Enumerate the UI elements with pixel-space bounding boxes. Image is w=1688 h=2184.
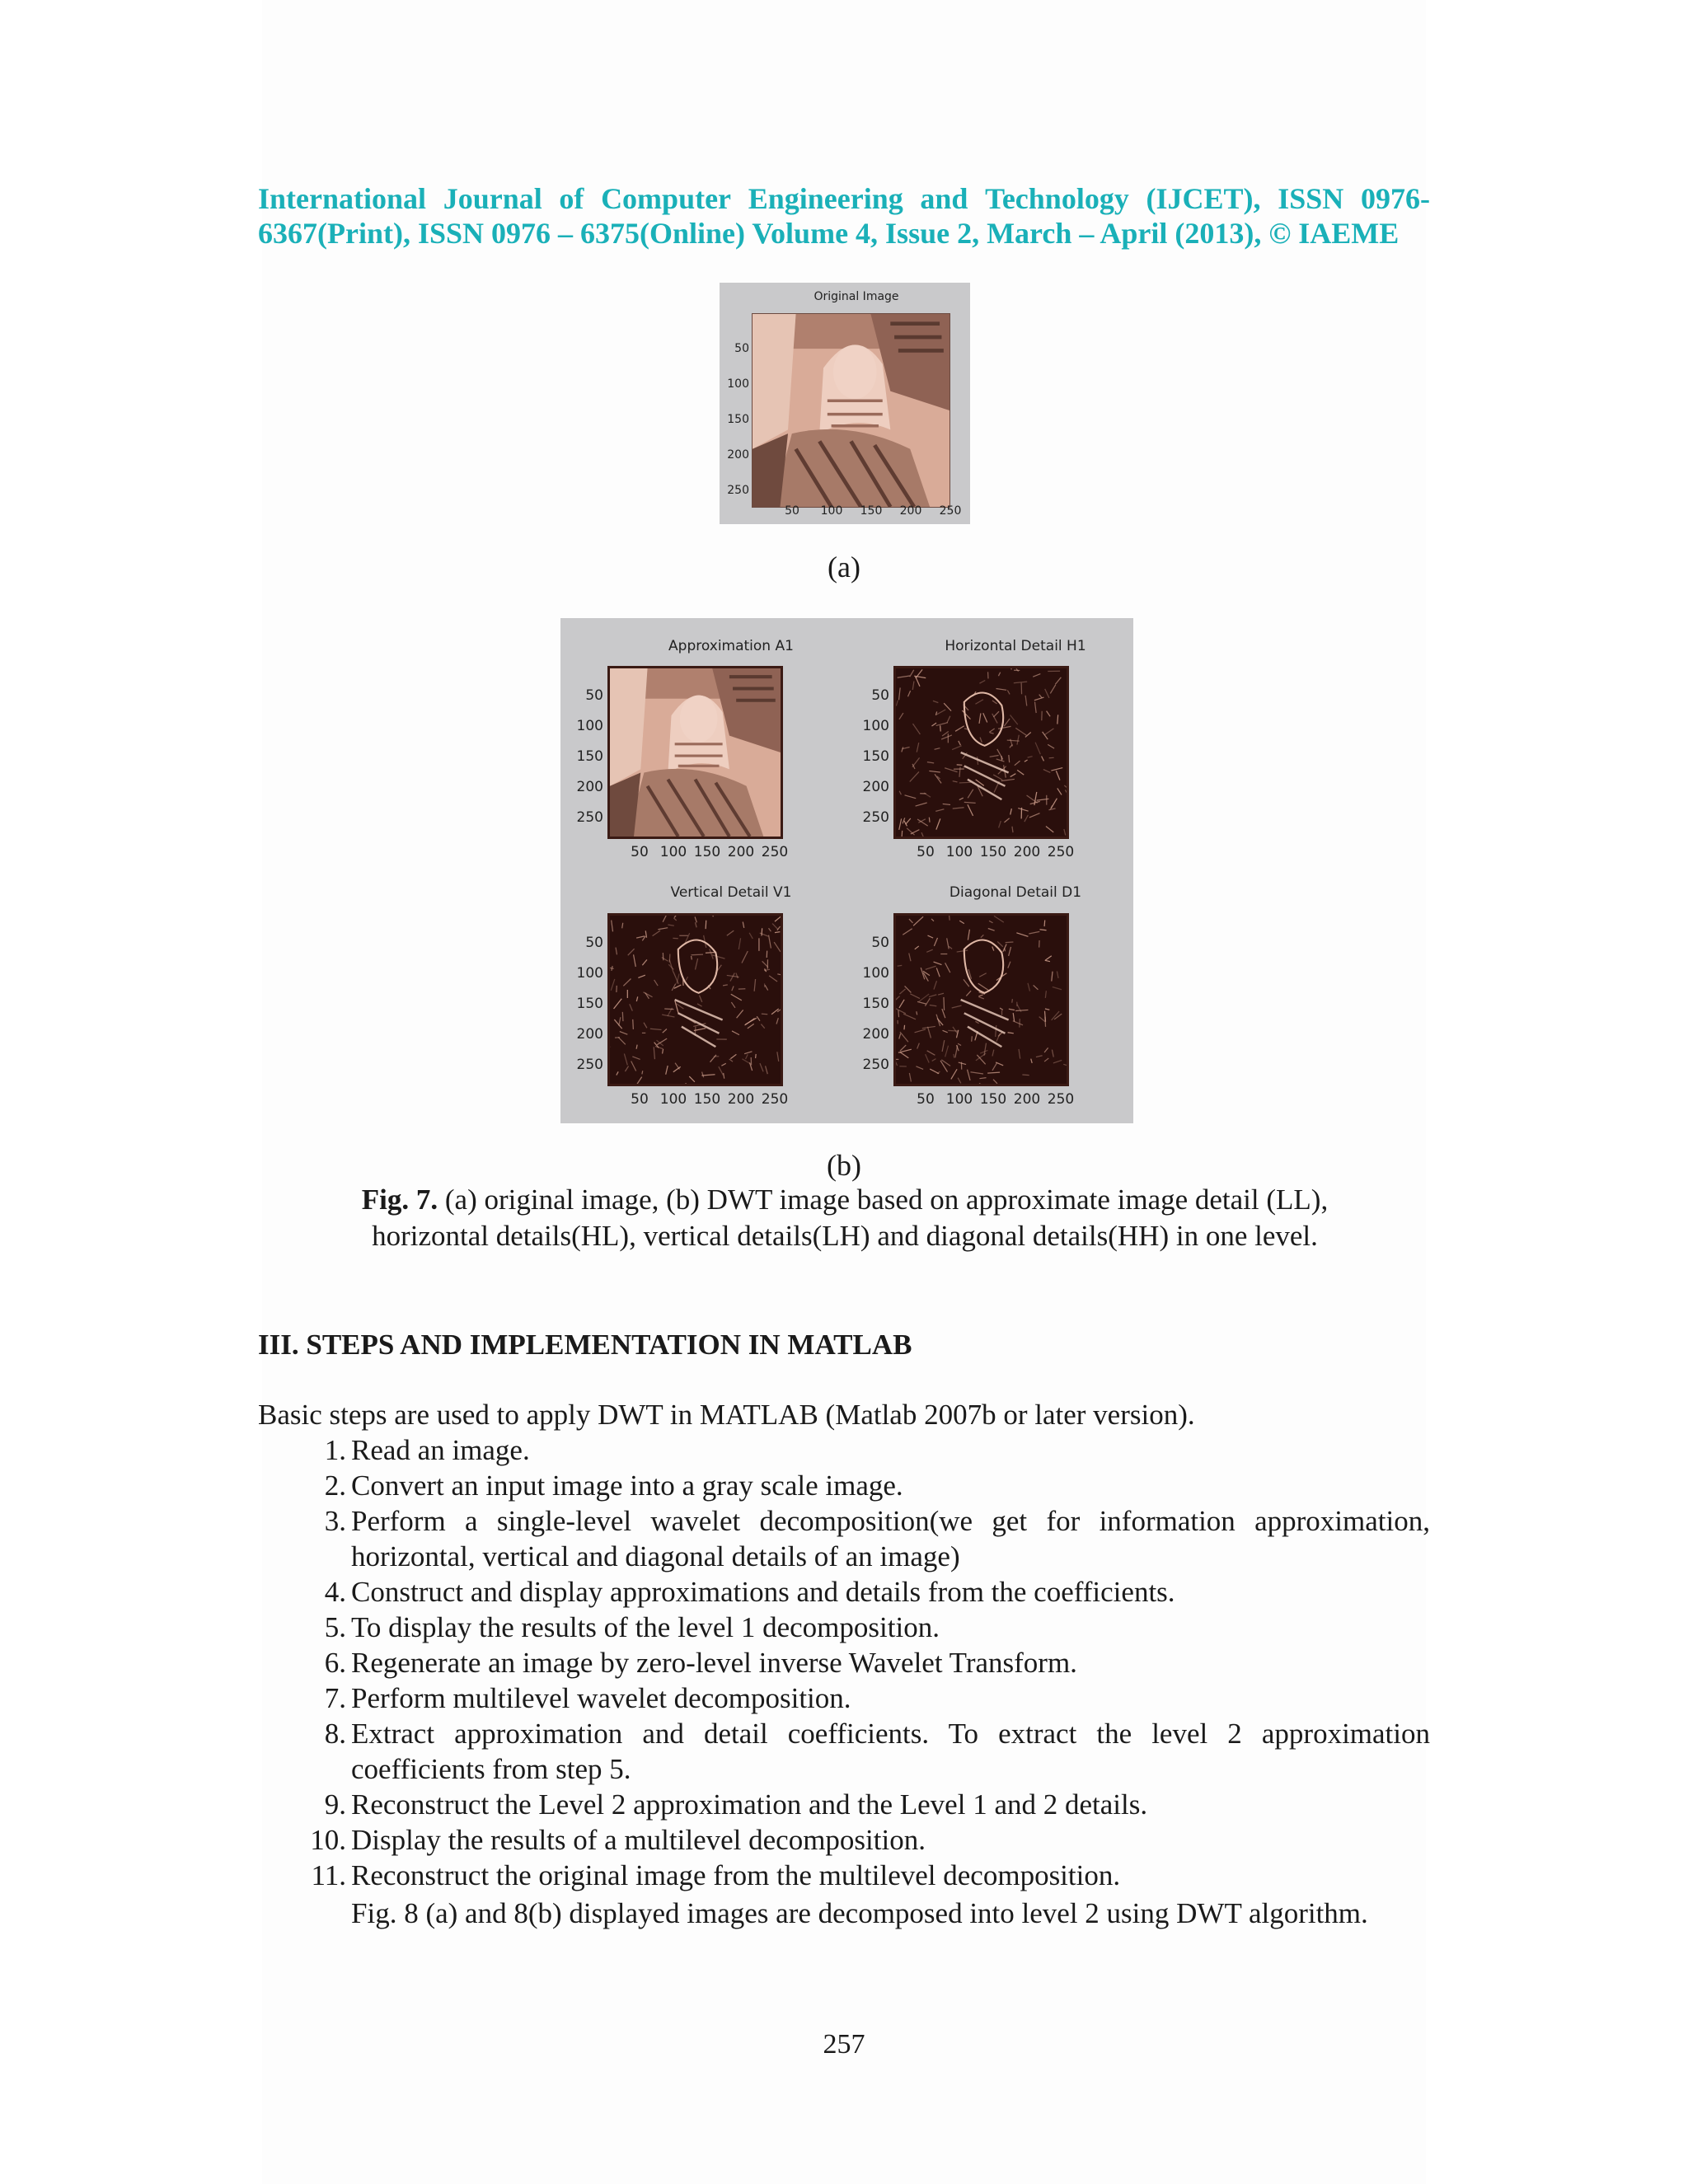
step-text: Construct and display approximations and details from the coefficients. (351, 1576, 1175, 1608)
step-text: Perform a single-level wavelet decomposition(we get for information approximation, horizontal, vertical and diagonal details of an image) (351, 1505, 1430, 1572)
step-item (295, 1610, 1430, 1645)
x-tick-label: 100 (945, 1091, 973, 1108)
header-word: Technology (985, 182, 1129, 215)
x-tick-label: 250 (1047, 844, 1075, 860)
step-item (295, 1574, 1430, 1610)
step-item (295, 1645, 1430, 1680)
header-word: Computer (601, 182, 732, 215)
y-tick-label: 150 (727, 413, 749, 426)
detail-image (893, 666, 1069, 839)
y-tick-label: 250 (576, 1057, 603, 1073)
x-tick-label: 200 (1013, 1091, 1041, 1108)
x-tick-label: 100 (659, 1091, 687, 1108)
x-tick-label: 250 (1047, 1091, 1075, 1108)
y-tick-label: 250 (576, 809, 603, 826)
after-steps-paragraph: Fig. 8 (a) and 8(b) displayed images are decomposed into level 2 using DWT algorithm. (351, 1897, 1368, 1929)
y-tick-label: 150 (862, 996, 889, 1012)
x-tick-label: 200 (899, 504, 922, 518)
step-item (295, 1787, 1430, 1822)
x-tick-label: 200 (1013, 844, 1041, 860)
step-text: Reconstruct the original image from the multilevel decomposition. (351, 1859, 1121, 1891)
subfigure-label-a: (a) (828, 551, 860, 583)
panel-title: Approximation A1 (668, 638, 794, 654)
y-tick-label: 50 (871, 935, 889, 951)
step-number: 3. (324, 1505, 346, 1537)
y-tick-label: 200 (727, 448, 749, 462)
original-photo (752, 313, 950, 508)
step-item (295, 1432, 1430, 1468)
section-intro: Basic steps are used to apply DWT in MATLAB (Matlab 2007b or later version). (258, 1399, 1195, 1431)
y-tick-label: 100 (727, 377, 749, 391)
step-text: Convert an input image into a gray scale image. (351, 1469, 903, 1502)
y-tick-label: 50 (585, 687, 603, 704)
step-text: Display the results of a multilevel decomposition. (351, 1824, 926, 1856)
y-tick-label: 250 (862, 1057, 889, 1073)
x-tick-label: 150 (693, 844, 721, 860)
y-tick-label: 200 (862, 1026, 889, 1043)
step-text: To display the results of the level 1 decomposition. (351, 1611, 940, 1643)
x-tick-label: 50 (631, 1091, 649, 1108)
header-word: Journal (443, 182, 542, 215)
figure-caption (313, 1182, 1376, 1254)
detail-image (607, 913, 783, 1086)
step-number: 8. (324, 1718, 346, 1750)
x-tick-label: 150 (860, 504, 883, 518)
y-tick-label: 100 (576, 965, 603, 982)
step-number: 4. (324, 1576, 346, 1608)
detail-image (893, 913, 1069, 1086)
header-word: (IJCET), (1146, 182, 1261, 215)
y-tick-label: 50 (734, 342, 749, 355)
y-tick-label: 100 (862, 718, 889, 734)
x-tick-label: 50 (917, 1091, 935, 1108)
step-number: 11. (311, 1859, 346, 1891)
panel-title: Horizontal Detail H1 (945, 638, 1086, 654)
x-tick-label: 250 (939, 504, 962, 518)
x-tick-label: 200 (727, 1091, 755, 1108)
journal-header (258, 181, 1430, 251)
caption-text-1: (a) original image, (b) DWT image based on approximate image detail (LL), (438, 1183, 1329, 1216)
panel-title: Diagonal Detail D1 (949, 884, 1082, 901)
x-tick-label: 50 (917, 844, 935, 860)
y-tick-label: 150 (862, 748, 889, 765)
step-text: Regenerate an image by zero-level inverse Wavelet Transform. (351, 1647, 1077, 1679)
step-number: 10. (310, 1824, 346, 1856)
x-tick-label: 150 (979, 844, 1007, 860)
x-tick-label: 50 (785, 504, 799, 518)
y-tick-label: 100 (576, 718, 603, 734)
step-number: 7. (324, 1682, 346, 1714)
header-word: of (559, 182, 584, 215)
header-word: and (920, 182, 968, 215)
figure-dwt-decomposition (560, 618, 1133, 1123)
step-item (295, 1858, 1430, 1893)
step-text: Read an image. (351, 1434, 530, 1466)
y-tick-label: 50 (585, 935, 603, 951)
step-text: Reconstruct the Level 2 approximation and the Level 1 and 2 details. (351, 1788, 1148, 1821)
caption-fig-label: Fig. 7. (361, 1183, 438, 1216)
x-tick-label: 100 (945, 844, 973, 860)
y-tick-label: 50 (871, 687, 889, 704)
y-tick-label: 200 (576, 779, 603, 795)
step-item (295, 1680, 1430, 1716)
y-tick-label: 200 (862, 779, 889, 795)
x-tick-label: 150 (979, 1091, 1007, 1108)
y-tick-label: 100 (862, 965, 889, 982)
step-text: Extract approximation and detail coefficients. To extract the level 2 approximation coefficients from step 5. (351, 1718, 1430, 1785)
approximation-image (607, 666, 783, 839)
step-number: 1. (324, 1434, 346, 1466)
header-word: Engineering (748, 182, 903, 215)
section-heading: III. STEPS AND IMPLEMENTATION IN MATLAB (258, 1329, 912, 1361)
step-item (295, 1716, 1430, 1787)
y-tick-label: 250 (727, 484, 749, 497)
x-tick-label: 150 (693, 1091, 721, 1108)
y-tick-label: 150 (576, 996, 603, 1012)
x-tick-label: 250 (761, 844, 789, 860)
page-number: 257 (823, 2029, 865, 2060)
step-number: 9. (324, 1788, 346, 1821)
x-tick-label: 250 (761, 1091, 789, 1108)
step-item (295, 1468, 1430, 1503)
x-tick-label: 200 (727, 844, 755, 860)
step-number: 5. (324, 1611, 346, 1643)
y-tick-label: 200 (576, 1026, 603, 1043)
figure-title: Original Image (814, 290, 899, 303)
x-tick-label: 100 (820, 504, 843, 518)
step-item (295, 1822, 1430, 1858)
x-tick-label: 100 (659, 844, 687, 860)
step-text: Perform multilevel wavelet decomposition. (351, 1682, 851, 1714)
step-number: 2. (324, 1469, 346, 1502)
x-tick-label: 50 (631, 844, 649, 860)
y-tick-label: 150 (576, 748, 603, 765)
header-word: ISSN (1278, 182, 1344, 215)
figure-original-image (720, 283, 970, 524)
step-number: 6. (324, 1647, 346, 1679)
header-word: 0976- (1360, 182, 1430, 215)
subfigure-label-b: (b) (827, 1149, 861, 1182)
journal-header-line1 (258, 181, 1430, 216)
journal-header-line2: 6367(Print), ISSN 0976 – 6375(Online) Volume 4, Issue 2, March – April (2013), © IAEME (258, 217, 1400, 250)
steps-list (295, 1432, 1430, 1893)
caption-text-2: horizontal details(HL), vertical details(LH) and diagonal details(HH) in one level. (372, 1220, 1318, 1252)
panel-title: Vertical Detail V1 (670, 884, 792, 901)
header-word: International (258, 182, 427, 215)
step-item (295, 1503, 1430, 1574)
y-tick-label: 250 (862, 809, 889, 826)
